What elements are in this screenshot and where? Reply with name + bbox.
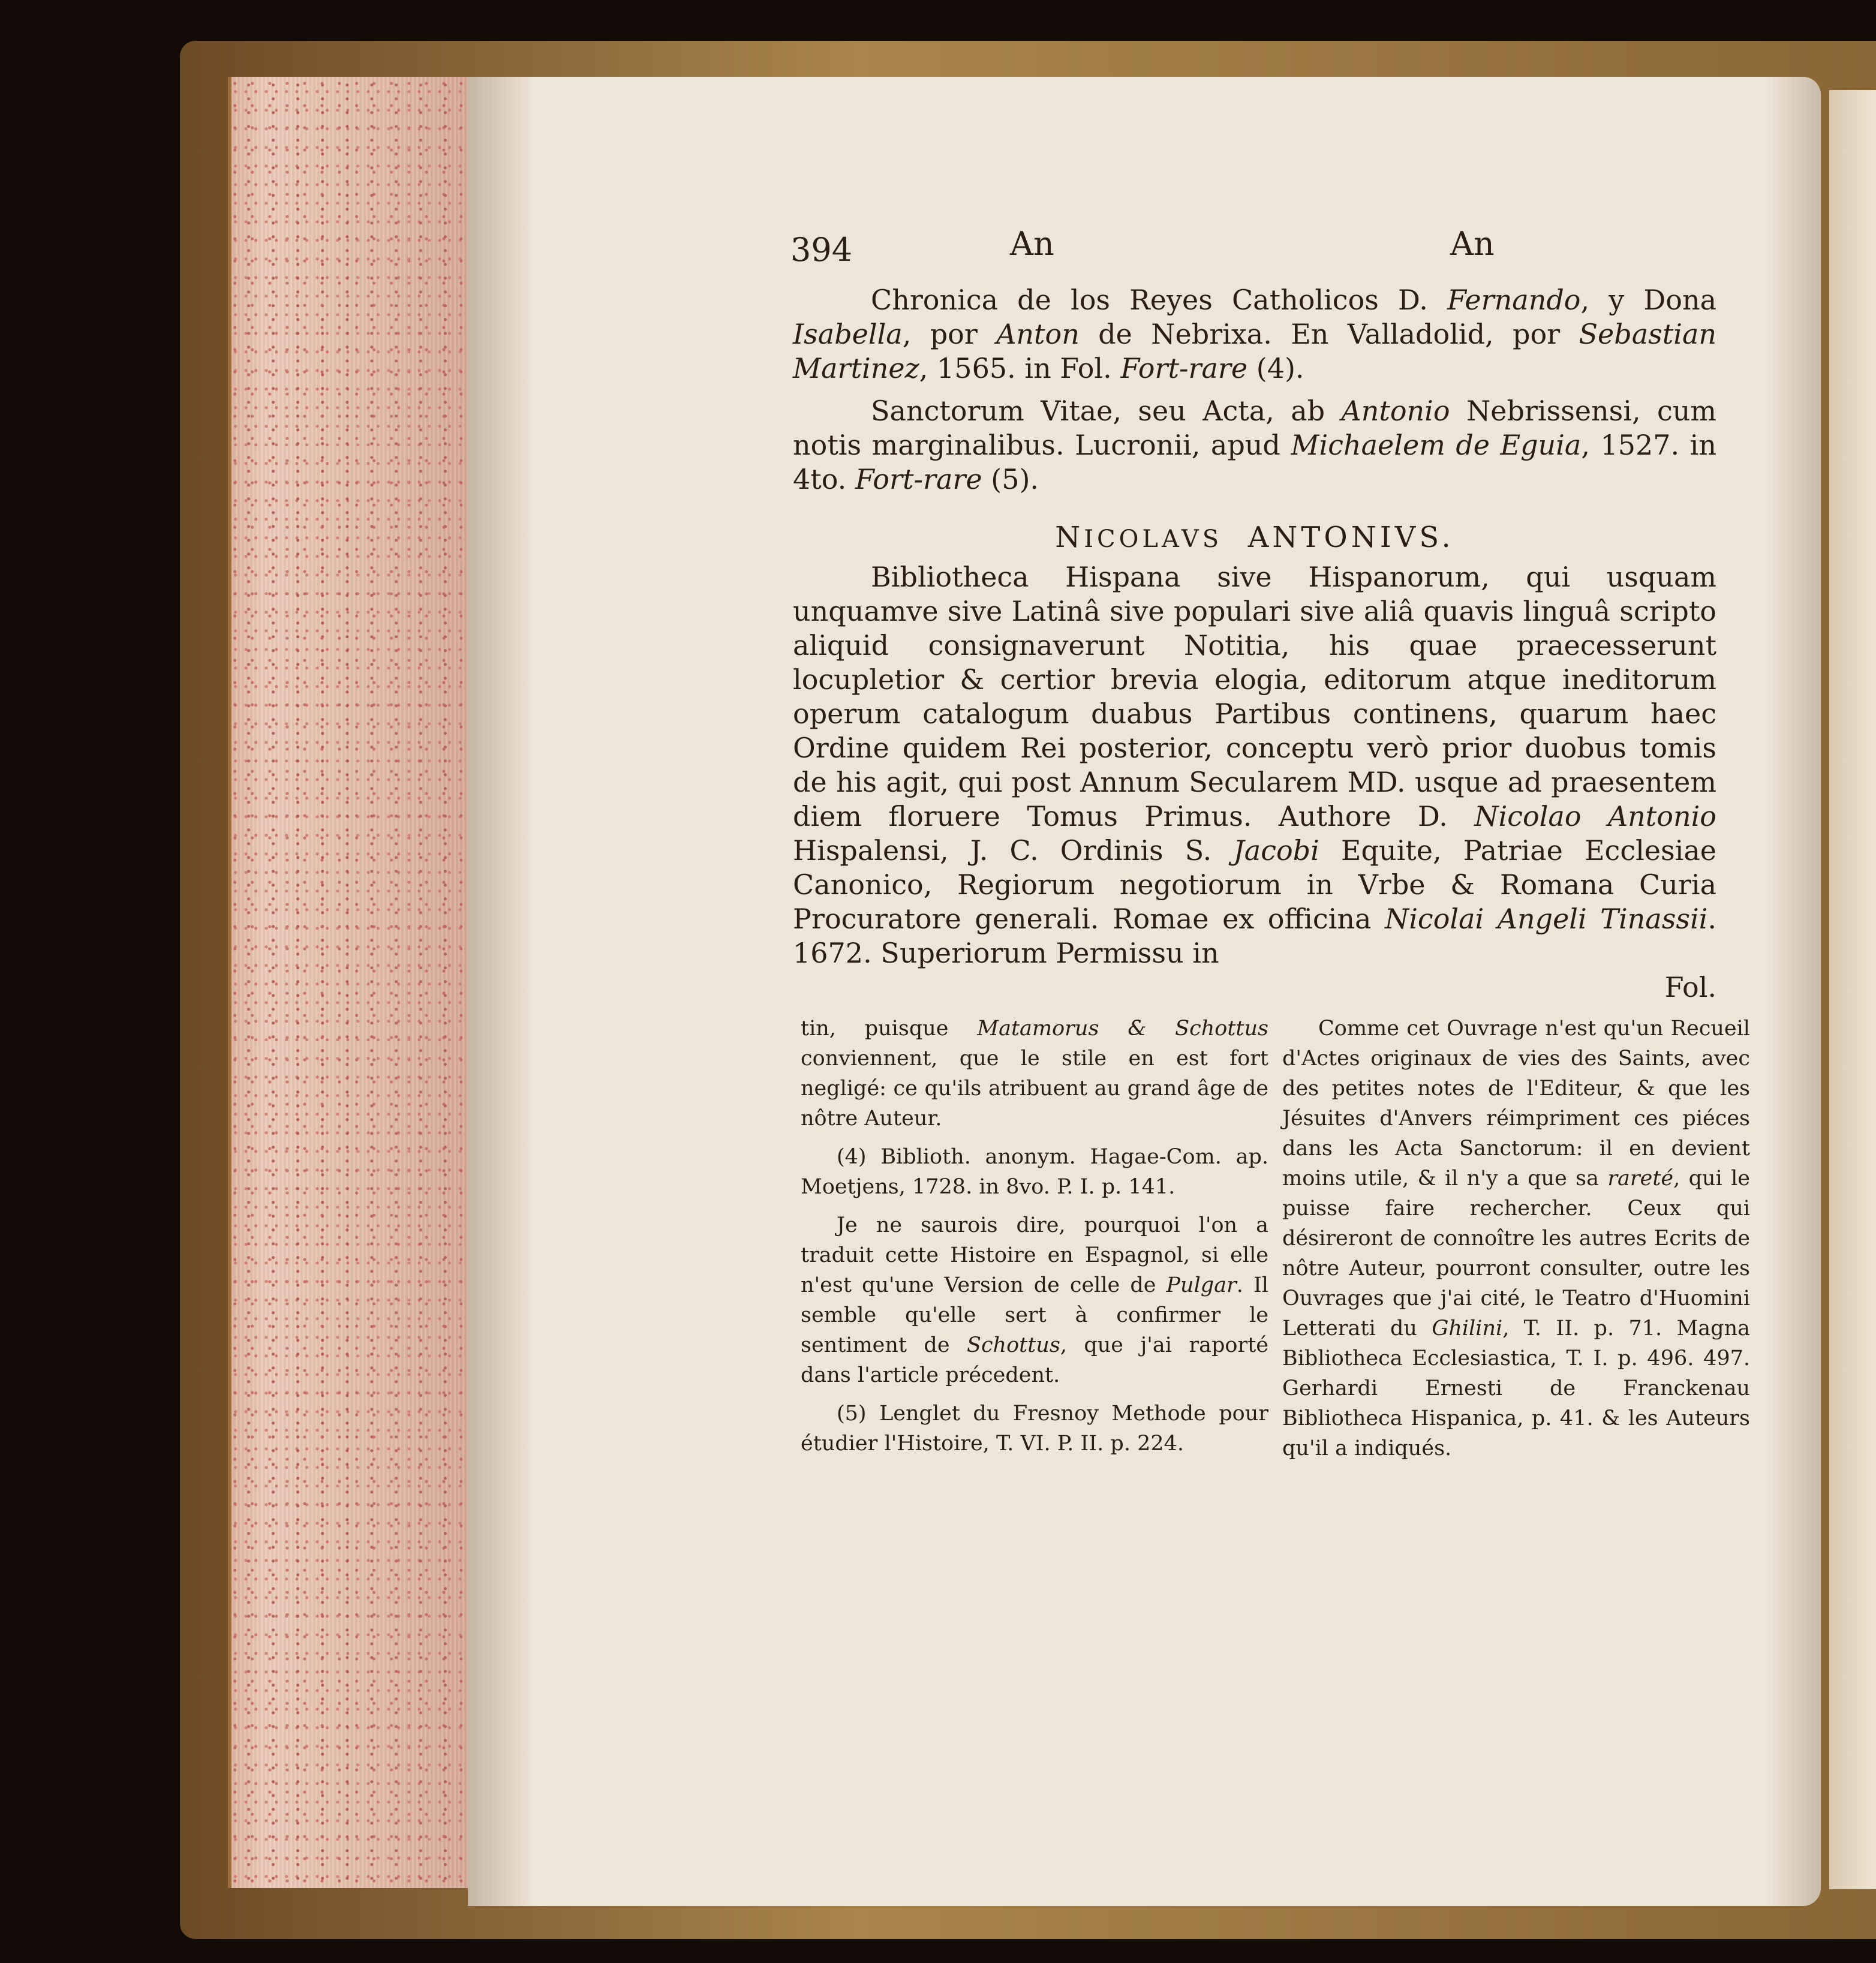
footnotes-left-column	[801, 1014, 1268, 1467]
footnote-continuation: tin, puisque Matamorus & Schottus conviennent, que le stile en est fort negligé: ce qu'ils atribuent au grand âge de nôtre Auteur.	[801, 1017, 1268, 1131]
facing-page-edge	[1829, 90, 1876, 1889]
running-head-right: An	[1450, 225, 1495, 263]
entry-sanctorum: Sanctorum Vitae, seu Acta, ab Antonio Nebrissensi, cum notis marginalibus. Lucronii, apud Michaelem de Eguia, 1527. in 4to. Fort-rare (5).	[793, 395, 1717, 495]
running-head	[790, 225, 1726, 279]
page-edge	[228, 77, 471, 1888]
footnote-5: (5) Lenglet du Fresnoy Methode pour étudier l'Histoire, T. VI. P. II. p. 224.	[801, 1402, 1268, 1456]
page-number: 394	[790, 231, 853, 269]
entry-bibliotheca: Bibliotheca Hispana sive Hispanorum, qui usquam unquamve sive Latinâ sive populari sive aliâ quavis linguâ scripto aliquid consignaverunt Notitia, his quae praecesserunt locupletior & certior brevia elogia, editorum atque ineditorum operum catalogum duabus Partibus continens, quarum haec Ordine quidem Rei posterior, conceptu verò prior duobus tomis de his agit, qui post Annum Secularem MD. usque ad praesentem diem floruere Tomus Primus. Authore D. Nicolao Antonio Hispalensi, J. C. Ordinis S. Jacobi Equite, Patriae Ecclesiae Canonico, Regiorum negotiorum in Vrbe & Romana Curia Procuratore generali. Romae ex officina Nicolai Angeli Tinassii. 1672. Superiorum Permissu in	[793, 561, 1716, 969]
entry-bibliotheca-format: Fol.	[1664, 971, 1716, 1003]
footnote-commentary-right: Comme cet Ouvrage n'est qu'un Recueil d'Actes originaux de vies des Saints, avec des petites notes de l'Editeur, & que les Jésuites d'Anvers réimpriment ces piéces dans les Acta Sanctorum: il en devient moins utile, & il n'y a que sa rareté, qui le puisse faire rechercher. Ceux qui désireront de connoître les autres Ecrits de nôtre Auteur, pourront consulter, outre les Ouvrages que j'ai cité, le Teatro d'Huomini Letterati du Ghilini, T. II. p. 71. Magna Bibliotheca Ecclesiastica, T. I. p. 496. 497. Gerhardi Ernesti de Franckenau Bibliotheca Hispanica, p. 41. & les Auteurs qu'il a indiqués.	[1282, 1017, 1750, 1460]
author-heading: NICOLAVS ANTONIVS.	[1055, 521, 1454, 554]
footnote-commentary: Je ne saurois dire, pourquoi l'on a traduit cette Histoire en Espagnol, si elle n'est qu'une Version de celle de Pulgar. Il semble qu'elle sert à confirmer le sentiment de Schottus, que j'ai raporté dans l'article précedent.	[801, 1213, 1268, 1387]
footnotes-right-column	[1282, 1014, 1750, 1472]
main-text	[793, 283, 1716, 1005]
running-head-left: An	[1010, 225, 1054, 263]
entry-chronica: Chronica de los Reyes Catholicos D. Fernando, y Dona Isabella, por Anton de Nebrixa. En Valladolid, por Sebastian Martinez, 1565. in Fol. Fort-rare (4).	[793, 284, 1716, 384]
footnote-4: (4) Biblioth. anonym. Hagae-Com. ap. Moetjens, 1728. in 8vo. P. I. p. 141.	[801, 1145, 1268, 1199]
